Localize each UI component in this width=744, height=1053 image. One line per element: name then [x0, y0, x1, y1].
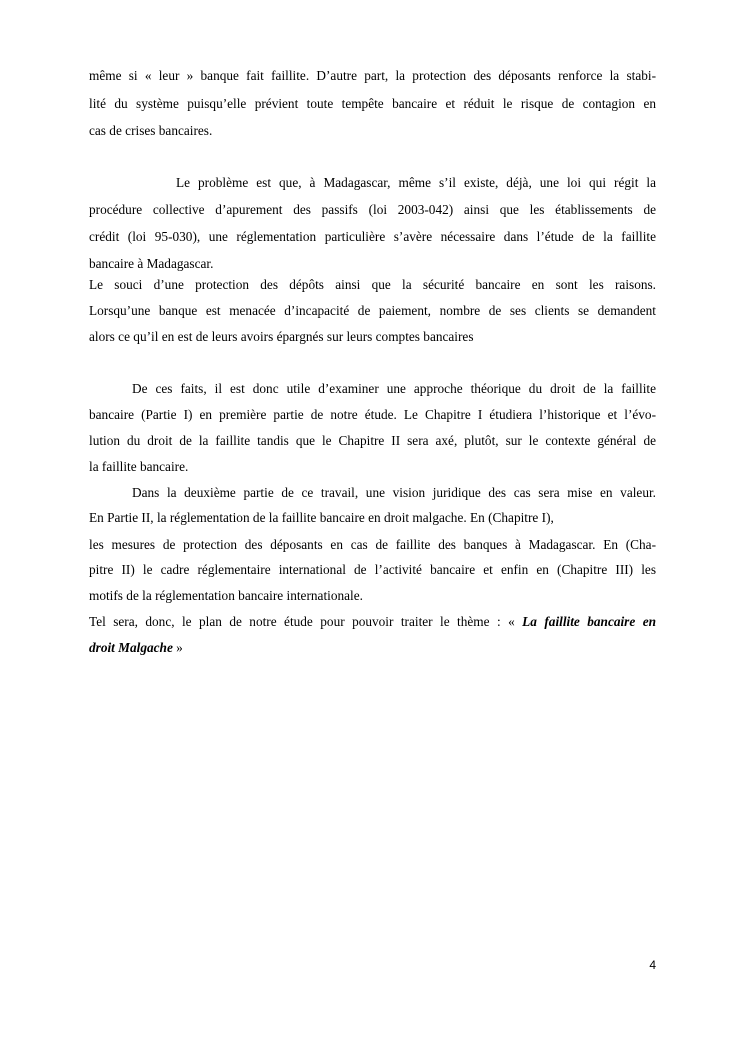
text-line: cas de crises bancaires. — [89, 123, 213, 138]
text-line: crédit (loi 95-030), une réglementation particulière s’avère nécessaire dans l’étude de la faillite — [89, 229, 656, 244]
text-line: Le problème est que, à Madagascar, même s’il existe, déjà, une loi qui régit la — [176, 175, 656, 190]
closing-suffix: » — [172, 640, 183, 655]
text-line: motifs de la réglementation bancaire internationale. — [89, 588, 363, 603]
text-line: lité du système puisqu’elle prévient toute tempête bancaire et réduit le risque de contagion en — [89, 96, 656, 111]
theme-title-part1: La faillite bancaire en — [522, 614, 656, 629]
text-line: En Partie II, la réglementation de la faillite bancaire en droit malgache. En (Chapitre I), — [89, 510, 554, 525]
text-line: les mesures de protection des déposants en cas de faillite des banques à Madagascar. En (Cha- — [89, 537, 656, 552]
text-line: procédure collective d’apurement des passifs (loi 2003-042) ainsi que les établissements de — [89, 202, 656, 217]
text-line: De ces faits, il est donc utile d’examiner une approche théorique du droit de la faillite — [132, 381, 656, 396]
text-line: même si « leur » banque fait faillite. D’autre part, la protection des déposants renforce la stabi- — [89, 68, 656, 83]
text-line: lution du droit de la faillite tandis que le Chapitre II sera axé, plutôt, sur le contexte général de — [89, 433, 656, 448]
text-line: alors ce qu’il en est de leurs avoirs épargnés sur leurs comptes bancaires — [89, 329, 474, 344]
text-line: Le souci d’une protection des dépôts ainsi que la sécurité bancaire en sont les raisons. — [89, 277, 656, 292]
closing-line — [89, 640, 656, 656]
text-line: la faillite bancaire. — [89, 459, 189, 474]
text-line: bancaire à Madagascar. — [89, 256, 214, 271]
closing-line — [89, 614, 656, 630]
text-line: Lorsqu’une banque est menacée d’incapacité de paiement, nombre de ses clients se demandent — [89, 303, 656, 318]
closing-prefix: Tel sera, donc, le plan de notre étude pour pouvoir traiter le thème : « — [89, 614, 523, 629]
theme-title-part2: droit Malgache — [89, 640, 173, 655]
text-line: pitre II) le cadre réglementaire international de l’activité bancaire et enfin en (Chapitre III) les — [89, 562, 656, 577]
text-line: Dans la deuxième partie de ce travail, une vision juridique des cas sera mise en valeur. — [132, 485, 656, 500]
text-line: bancaire (Partie I) en première partie de notre étude. Le Chapitre I étudiera l’historique et l’évo- — [89, 407, 656, 422]
page-number: 4 — [649, 958, 656, 972]
